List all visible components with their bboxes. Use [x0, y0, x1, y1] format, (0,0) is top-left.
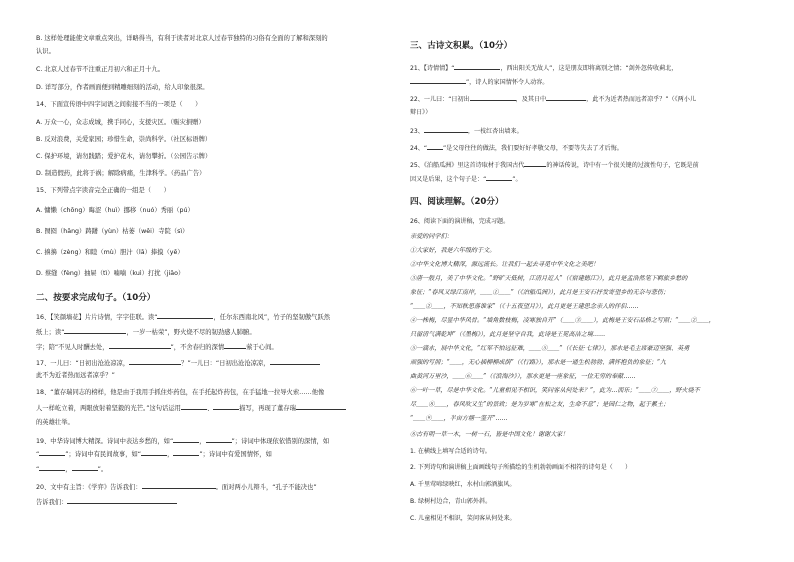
q24-line: 24、“ ”是父母往往的做法，我们要好好孝敬父母，不要等失去了才后悔。	[410, 145, 623, 152]
answer-blank[interactable]	[296, 403, 346, 410]
speech-line: ⑤一滴水，展中华文化，“红军不怕远征难，＿＿⑤＿＿”（《长征·七律》），那水是毛主席豪迈坚强、英勇	[410, 345, 690, 352]
answer-blank[interactable]	[67, 497, 177, 504]
q26-sub-1: 1. 在横线上填写合适的诗句。	[410, 448, 491, 455]
speech-line: ④一株梅，尽显中华风骨。“墙角数枝梅，凌寒独自开”（＿＿③＿＿），此梅是王安石品格之写照；“＿＿②＿＿，	[410, 317, 715, 324]
speech-line: ⑥一叶一草，尽是中华文化。“儿童相见不相识，笑问客从何处来？”，此为…而乐；“＿＿⑦＿＿，野火烧不	[410, 387, 700, 394]
speech-line: “＿＿②＿＿，不知秋思落谁家”（《十五夜望月》），此月更是王建思念亲人的伴侣……	[410, 303, 639, 310]
speech-line: ①大家好，我是六年级的于文。	[410, 247, 496, 254]
answer-blank[interactable]	[173, 449, 199, 456]
speech-line: ②中华文化博大精深，源远流长。让我们一起去寻觅中华文化之美吧！	[410, 261, 599, 268]
section-3-title: 三、古诗文积累。（10分）	[410, 41, 513, 51]
speech-line: ⑧古有明一草一木，一树一石，皆是中国文化！谢谢大家！	[410, 431, 569, 438]
q15-stem: 15、下列带点字读音完全正确的一组是（ ）	[36, 187, 170, 194]
q17-line-1: 17、一儿曰：“日初出沧沧凉凉， ？”一儿曰：“日初出沧沧凉凉，	[36, 358, 320, 368]
speech-line: 象征；“春风又绿江南岸，＿＿①＿＿”（《泊船瓜洲》），此月是王安石抒发寄望乡的无奈与悲伤；	[410, 289, 670, 296]
answer-blank[interactable]	[486, 174, 512, 181]
q13-option-b: B. 这样处理能使文章重点突出，详略得当，有利于读者对北京人过春节独特的习俗有全面的了解和深刻的	[36, 35, 328, 42]
q25-line-1: 25、《泊船瓜洲》里这首诗取材于我国古代 的神话传说，诗中有一个很关键的过渡性句子，它既是前	[410, 162, 699, 169]
q16-line-3: 字；陪“不见人时酬去处， ”，不舍春归的深情 萦于心间。	[36, 344, 278, 351]
answer-blank[interactable]	[427, 143, 443, 150]
q13-option-d: D. 详写部分，作者画面便到精雕细刻的活动，给人印象很深。	[36, 84, 209, 91]
q14-option-b: B. 反对浪费，关爱家园；珍惜生命，崇尚科学。（社区标语牌）	[36, 136, 212, 143]
q19-line-1: 19、中华诗词博大精深。诗词中表达乡愁的，如“ ， ”；诗词中体现依依惜别的深情，如	[36, 438, 330, 445]
q26-sub-2-option-c: C. 儿童相见不相识，笑问客从何处来。	[410, 515, 516, 522]
q14-stem: 14、下面宣传语中四字词语之间衔接不当的一项是（ ）	[36, 101, 202, 108]
answer-blank[interactable]	[157, 312, 213, 319]
answer-blank[interactable]	[141, 449, 167, 456]
q18-line-2: 人一样屹立着，两眼放射着坚毅的光芒。”这句话运用 、 描写，再现了董存瑞	[36, 403, 346, 413]
q13-option-c: C. 北京人过春节不注重正月初六和正月十九。	[36, 66, 165, 73]
answer-blank[interactable]	[424, 126, 468, 133]
q21-line-1: 21、【诗情情】“ ，西出阳关无故人”，这是朋友即将离别之情；“剑外忽传收蓟北，	[410, 65, 678, 72]
q14-option-d: D. 制造假药，此将于祸；解除病痛，生津科学。（药品广告）	[36, 170, 206, 177]
q22-line-2: 辩日》）	[410, 109, 432, 116]
answer-blank[interactable]	[173, 436, 199, 443]
q22-line-1: 22、一儿曰：“日初出 ，及其日中 ，此不为近者热而远者凉乎？”（《两小儿	[410, 96, 696, 103]
q19-line-3: “ ， ”。	[36, 466, 108, 473]
answer-blank[interactable]	[142, 482, 216, 489]
answer-blank[interactable]	[470, 94, 516, 101]
q26-sub-2-option-a: A. 千里莺啼绿映红，水村山郭酒旗风。	[410, 481, 516, 488]
speech-line: ③唐一般月，美了中华文化。“野旷天低树，江清月近人”（《宿建德江》），此月是孟浩然笔下羁旅乡愁的	[410, 275, 688, 282]
answer-blank[interactable]	[39, 464, 65, 471]
q17-line-2: 此不为近者热而远者凉乎？”	[36, 372, 115, 379]
answer-blank[interactable]	[270, 358, 320, 365]
q20-line-2: 告诉我们：	[36, 497, 177, 507]
q14-option-a: A. 万众一心，众志成城，携手同心，支援灾区。（赈灾捐赠）	[36, 119, 205, 126]
answer-blank[interactable]	[454, 63, 500, 70]
answer-blank[interactable]	[546, 94, 586, 101]
q19-line-2: “ ”；诗词中有民间故事，如“ ， ”；诗词中有爱国情怀，如	[36, 451, 272, 458]
q15-option-b: B. 囫囵（hāng）踌躇（yùn）枯萎（wěi）寺院（sì）	[36, 228, 189, 235]
answer-blank[interactable]	[129, 358, 181, 365]
speech-line: 只留清气满乾坤”（《墨梅》），此月是坚守自我，此诗是王冕高洁之境……	[410, 331, 606, 338]
q16-line-1: 16、【笑颜墙花】片片诗情，字字佳联。读“ ，任尔东西南北风”，竹子的坚韧傲气跃然	[36, 314, 331, 321]
speech-line: 顽强的写照；“＿＿，无心插柳柳成荫”（《行路》），那水是一通生机勃勃、满怀抱负的象征；“九	[410, 359, 667, 366]
answer-blank[interactable]	[39, 449, 65, 456]
answer-blank[interactable]	[64, 327, 126, 334]
section-4-title: 四、阅读理解。（20分）	[410, 197, 504, 207]
q18-line-3: 的英雄壮举。	[36, 419, 74, 426]
answer-blank[interactable]	[109, 342, 171, 349]
q26-sub-2-option-b: B. 绿树村边合，青山郭外斜。	[410, 498, 492, 505]
q13-option-b-cont: 认识。	[36, 48, 55, 55]
q25-line-2: 因又是后果，这个句子是：“ ”。	[410, 176, 522, 183]
q21-line-2: ”，诗人的家国情怀令人动容。	[410, 77, 548, 87]
q26-sub-2: 2. 下列诗句和演讲稿上面画线句子所描绘的生机勃勃画面不相符的诗句是（ ）	[410, 464, 632, 471]
answer-blank[interactable]	[224, 342, 246, 349]
q15-option-d: D. 蔡缝（fèng）抽屉（tì）喃喃（kuì）打扰（jiāo）	[36, 270, 185, 277]
speech-line: “＿＿⑨＿＿，半亩方塘一鉴开”……	[410, 415, 508, 422]
q15-option-a: A. 慵懒（chōng）晦涩（huì）挪移（nuó）秀丽（pú）	[36, 207, 194, 214]
q18-line-1: 18、“董存瑞同志的榜样，他是由于我用手抓住炸药包，在手托起炸药包，在手猛地一拉导火索……他像	[36, 389, 325, 396]
section-2-title: 二、按要求完成句子。（10分）	[36, 293, 156, 303]
q23-line: 23、 ，一枝红杏出墙来。	[410, 128, 523, 135]
answer-blank[interactable]	[524, 160, 546, 167]
q15-option-c: C. 擤擤（zèng）和睦（mù）胆汁（lā）捧摸（yē）	[36, 249, 184, 256]
speech-line: 曲黄河万里沙，＿＿⑥＿＿”（《浪淘沙》），那水更是一座象征，一位无穷的奉献……	[410, 373, 636, 380]
answer-blank[interactable]	[206, 436, 232, 443]
answer-blank[interactable]	[410, 77, 466, 84]
speech-line: 亲爱的同学们：	[410, 233, 453, 240]
q14-option-c: C. 保护环境，请勿践踏；爱护花木，请勿攀折。（公园告示牌）	[36, 153, 212, 160]
q16-line-2: 纸上；读“ ，一岁一枯荣”，野火烧不尽的韧劲感人肺腑。	[36, 329, 256, 336]
answer-blank[interactable]	[181, 403, 207, 410]
q26-intro: 26、阅读下面的演讲稿，完成习题。	[410, 218, 510, 225]
q20-line-1: 20、文中有主旨：《学弈》告诉我们： 。面对两小儿辩斗，“孔子不能决也”	[36, 484, 317, 491]
speech-line: 尽＿＿⑧＿＿，春风吹又生”的景致；是为岁寒“在松之友，生命不息”；是园仁之物，起于累土；	[410, 401, 670, 408]
answer-blank[interactable]	[72, 464, 98, 471]
answer-blank[interactable]	[213, 403, 239, 410]
